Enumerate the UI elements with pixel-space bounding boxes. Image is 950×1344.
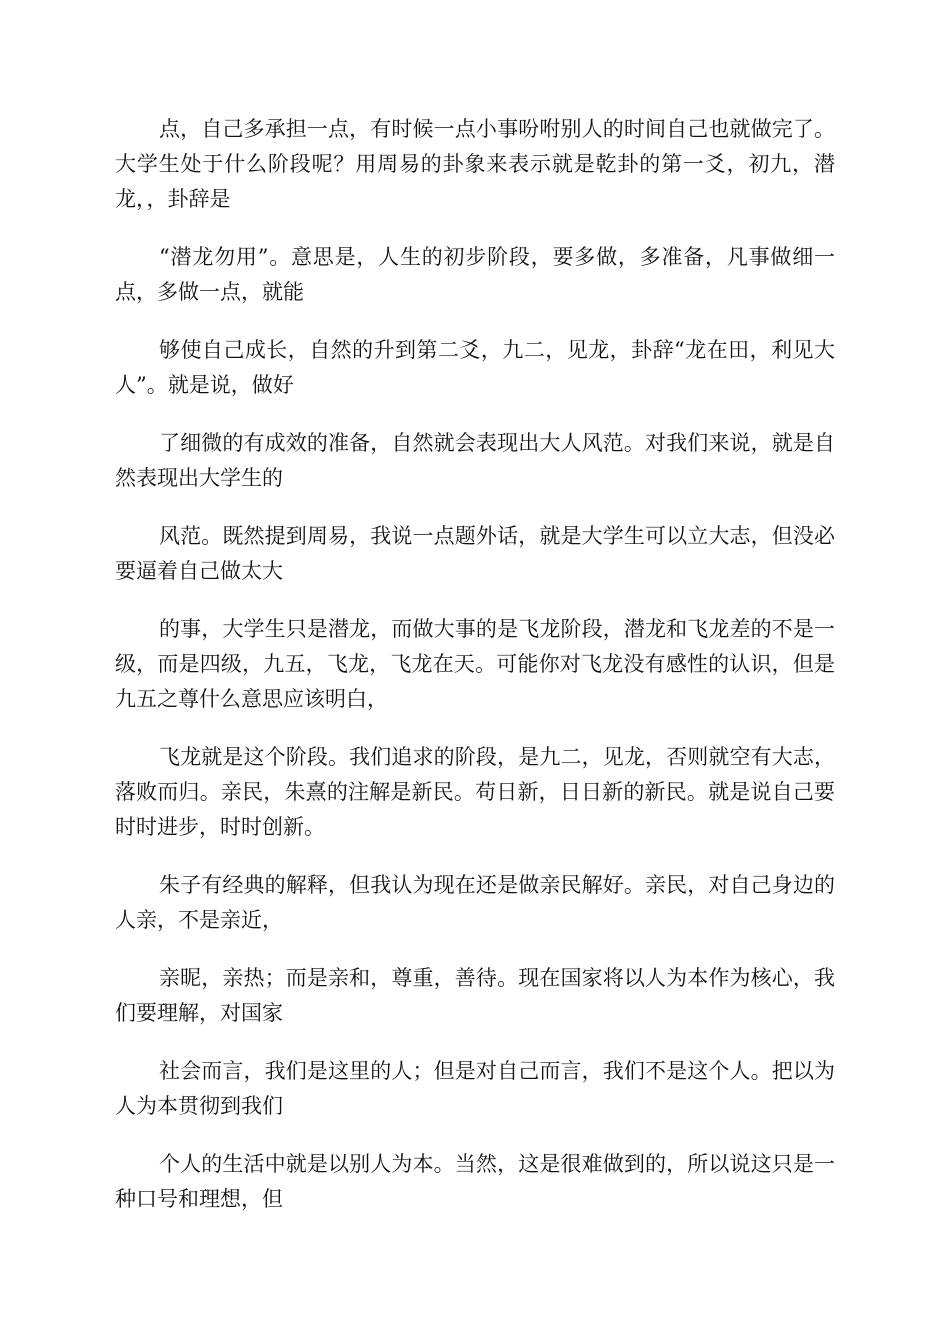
paragraph-9: 亲昵，亲热；而是亲和，尊重，善待。现在国家将以人为本作为核心，我们要理解，对国家 (115, 966, 835, 1025)
paragraph-5: 风范。既然提到周易，我说一点题外话，就是大学生可以立大志，但没必要逼着自己做太大 (115, 524, 835, 583)
paragraph-3: 够使自己成长，自然的升到第二爻，九二，见龙，卦辞“龙在田，利见大人”。就是说，做好 (115, 338, 835, 397)
paragraph-1: 点，自己多承担一点，有时候一点小事吩咐别人的时间自己也就做完了。大学生处于什么阶段呢？用周易的卦象来表示就是乾卦的第一爻，初九，潜龙，，卦辞是 (115, 117, 835, 211)
paragraph-11: 个人的生活中就是以别人为本。当然，这是很难做到的，所以说这只是一种口号和理想，但 (115, 1152, 835, 1211)
paragraph-10: 社会而言，我们是这里的人；但是对自己而言，我们不是这个人。把以为人为本贯彻到我们 (115, 1059, 835, 1118)
paragraph-6: 的事，大学生只是潜龙，而做大事的是飞龙阶段，潜龙和飞龙差的不是一级，而是四级，九五，飞龙，飞龙在天。可能你对飞龙没有感性的认识，但是九五之尊什么意思应该明白， (115, 617, 835, 711)
document-body (115, 112, 835, 1217)
paragraph-8: 朱子有经典的解释，但我认为现在还是做亲民解好。亲民，对自己身边的人亲，不是亲近， (115, 873, 835, 932)
paragraph-2: “潜龙勿用”。意思是，人生的初步阶段，要多做，多准备，凡事做细一点，多做一点，就能 (115, 245, 835, 304)
paragraph-7: 飞龙就是这个阶段。我们追求的阶段，是九二，见龙，否则就空有大志，落败而归。亲民，朱熹的注解是新民。苟日新，日日新的新民。就是说自己要时时进步，时时创新。 (115, 745, 835, 839)
paragraph-4: 了细微的有成效的准备，自然就会表现出大人风范。对我们来说，就是自然表现出大学生的 (115, 431, 835, 490)
